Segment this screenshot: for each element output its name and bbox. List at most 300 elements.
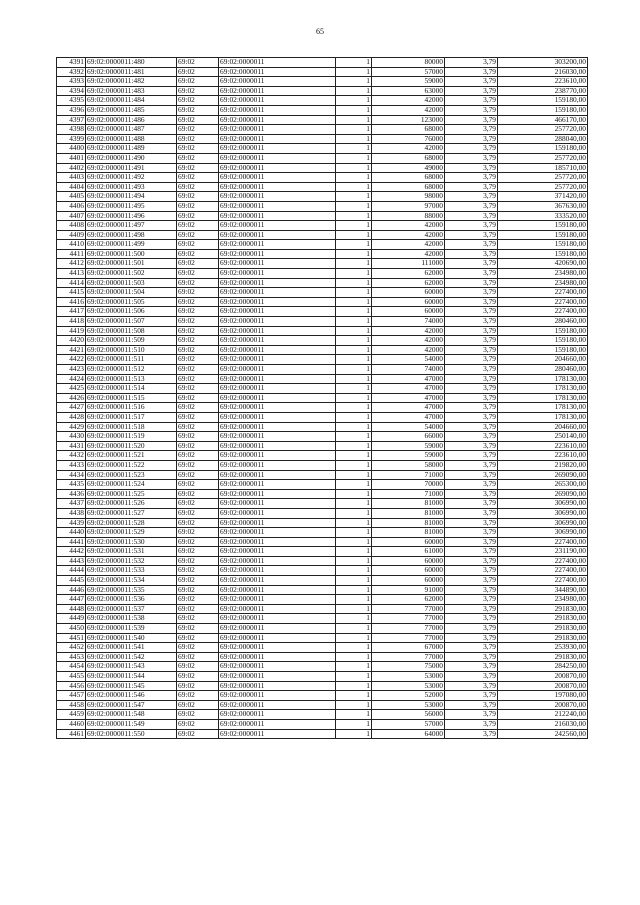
value-cell: 306990,00 xyxy=(498,499,588,509)
district-code: 69:02 xyxy=(177,700,219,710)
cadastral-number: 69:02:0000011:505 xyxy=(86,297,177,307)
district-code: 69:02 xyxy=(177,384,219,394)
row-number: 4451 xyxy=(57,633,86,643)
cadastral-number: 69:02:0000011:528 xyxy=(86,518,177,528)
value-cell: 178130,00 xyxy=(498,403,588,413)
district-code: 69:02 xyxy=(177,134,219,144)
value-cell: 178130,00 xyxy=(498,393,588,403)
table-row xyxy=(57,288,588,298)
value-cell: 227400,00 xyxy=(498,576,588,586)
table-row xyxy=(57,173,588,183)
district-code: 69:02 xyxy=(177,460,219,470)
value-cell: 284250,00 xyxy=(498,662,588,672)
cadastral-value-table xyxy=(56,57,588,739)
rate-cell: 3,79 xyxy=(445,278,498,288)
cadastral-number: 69:02:0000011:490 xyxy=(86,153,177,163)
table-row xyxy=(57,336,588,346)
cadastral-quarter: 69:02:0000011 xyxy=(219,643,336,653)
count-cell: 1 xyxy=(336,182,372,192)
district-code: 69:02 xyxy=(177,480,219,490)
district-code: 69:02 xyxy=(177,259,219,269)
district-code: 69:02 xyxy=(177,518,219,528)
cadastral-quarter: 69:02:0000011 xyxy=(219,115,336,125)
value-cell: 280460,00 xyxy=(498,317,588,327)
value-cell: 159180,00 xyxy=(498,96,588,106)
table-row xyxy=(57,105,588,115)
cadastral-number: 69:02:0000011:488 xyxy=(86,134,177,144)
row-number: 4450 xyxy=(57,624,86,634)
value-cell: 238770,00 xyxy=(498,86,588,96)
value-cell: 159180,00 xyxy=(498,326,588,336)
table-row xyxy=(57,604,588,614)
cadastral-number: 69:02:0000011:496 xyxy=(86,211,177,221)
cadastral-number: 69:02:0000011:485 xyxy=(86,105,177,115)
row-number: 4392 xyxy=(57,67,86,77)
cadastral-number: 69:02:0000011:536 xyxy=(86,595,177,605)
row-number: 4405 xyxy=(57,192,86,202)
count-cell: 1 xyxy=(336,624,372,634)
area-cell: 53000 xyxy=(372,700,445,710)
rate-cell: 3,79 xyxy=(445,259,498,269)
area-cell: 54000 xyxy=(372,422,445,432)
rate-cell: 3,79 xyxy=(445,470,498,480)
table-row xyxy=(57,566,588,576)
cadastral-number: 69:02:0000011:520 xyxy=(86,441,177,451)
cadastral-quarter: 69:02:0000011 xyxy=(219,681,336,691)
value-cell: 200870,00 xyxy=(498,700,588,710)
rate-cell: 3,79 xyxy=(445,374,498,384)
cadastral-number: 69:02:0000011:495 xyxy=(86,201,177,211)
row-number: 4424 xyxy=(57,374,86,384)
area-cell: 42000 xyxy=(372,230,445,240)
table-row xyxy=(57,365,588,375)
count-cell: 1 xyxy=(336,115,372,125)
area-cell: 42000 xyxy=(372,221,445,231)
area-cell: 68000 xyxy=(372,153,445,163)
rate-cell: 3,79 xyxy=(445,662,498,672)
cadastral-quarter: 69:02:0000011 xyxy=(219,297,336,307)
district-code: 69:02 xyxy=(177,365,219,375)
district-code: 69:02 xyxy=(177,317,219,327)
rate-cell: 3,79 xyxy=(445,336,498,346)
rate-cell: 3,79 xyxy=(445,643,498,653)
cadastral-number: 69:02:0000011:530 xyxy=(86,537,177,547)
row-number: 4442 xyxy=(57,547,86,557)
district-code: 69:02 xyxy=(177,614,219,624)
rate-cell: 3,79 xyxy=(445,672,498,682)
row-number: 4456 xyxy=(57,681,86,691)
area-cell: 74000 xyxy=(372,317,445,327)
cadastral-number: 69:02:0000011:544 xyxy=(86,672,177,682)
count-cell: 1 xyxy=(336,614,372,624)
table-row xyxy=(57,633,588,643)
district-code: 69:02 xyxy=(177,192,219,202)
rate-cell: 3,79 xyxy=(445,173,498,183)
count-cell: 1 xyxy=(336,249,372,259)
cadastral-quarter: 69:02:0000011 xyxy=(219,144,336,154)
area-cell: 61000 xyxy=(372,547,445,557)
district-code: 69:02 xyxy=(177,393,219,403)
cadastral-number: 69:02:0000011:534 xyxy=(86,576,177,586)
table-row xyxy=(57,470,588,480)
rate-cell: 3,79 xyxy=(445,355,498,365)
value-cell: 253930,00 xyxy=(498,643,588,653)
cadastral-quarter: 69:02:0000011 xyxy=(219,729,336,739)
value-cell: 159180,00 xyxy=(498,144,588,154)
table-row xyxy=(57,317,588,327)
count-cell: 1 xyxy=(336,710,372,720)
count-cell: 1 xyxy=(336,384,372,394)
area-cell: 60000 xyxy=(372,537,445,547)
rate-cell: 3,79 xyxy=(445,221,498,231)
rate-cell: 3,79 xyxy=(445,633,498,643)
table-row xyxy=(57,278,588,288)
row-number: 4418 xyxy=(57,317,86,327)
count-cell: 1 xyxy=(336,451,372,461)
area-cell: 42000 xyxy=(372,249,445,259)
value-cell: 306990,00 xyxy=(498,518,588,528)
value-cell: 333520,00 xyxy=(498,211,588,221)
rate-cell: 3,79 xyxy=(445,508,498,518)
count-cell: 1 xyxy=(336,604,372,614)
cadastral-quarter: 69:02:0000011 xyxy=(219,201,336,211)
rate-cell: 3,79 xyxy=(445,422,498,432)
count-cell: 1 xyxy=(336,489,372,499)
count-cell: 1 xyxy=(336,537,372,547)
row-number: 4443 xyxy=(57,556,86,566)
table-row xyxy=(57,125,588,135)
value-cell: 159180,00 xyxy=(498,249,588,259)
rate-cell: 3,79 xyxy=(445,700,498,710)
cadastral-number: 69:02:0000011:521 xyxy=(86,451,177,461)
area-cell: 80000 xyxy=(372,58,445,68)
table-row xyxy=(57,326,588,336)
cadastral-quarter: 69:02:0000011 xyxy=(219,182,336,192)
cadastral-number: 69:02:0000011:511 xyxy=(86,355,177,365)
value-cell: 257720,00 xyxy=(498,182,588,192)
area-cell: 88000 xyxy=(372,211,445,221)
count-cell: 1 xyxy=(336,365,372,375)
rate-cell: 3,79 xyxy=(445,163,498,173)
table-row xyxy=(57,297,588,307)
cadastral-quarter: 69:02:0000011 xyxy=(219,221,336,231)
district-code: 69:02 xyxy=(177,566,219,576)
row-number: 4401 xyxy=(57,153,86,163)
rate-cell: 3,79 xyxy=(445,134,498,144)
rate-cell: 3,79 xyxy=(445,288,498,298)
value-cell: 291830,00 xyxy=(498,604,588,614)
value-cell: 466170,00 xyxy=(498,115,588,125)
area-cell: 57000 xyxy=(372,719,445,729)
cadastral-quarter: 69:02:0000011 xyxy=(219,691,336,701)
cadastral-quarter: 69:02:0000011 xyxy=(219,96,336,106)
value-cell: 227400,00 xyxy=(498,288,588,298)
cadastral-quarter: 69:02:0000011 xyxy=(219,460,336,470)
district-code: 69:02 xyxy=(177,710,219,720)
count-cell: 1 xyxy=(336,326,372,336)
cadastral-number: 69:02:0000011:514 xyxy=(86,384,177,394)
value-cell: 159180,00 xyxy=(498,240,588,250)
rate-cell: 3,79 xyxy=(445,192,498,202)
area-cell: 58000 xyxy=(372,460,445,470)
district-code: 69:02 xyxy=(177,249,219,259)
row-number: 4441 xyxy=(57,537,86,547)
count-cell: 1 xyxy=(336,518,372,528)
district-code: 69:02 xyxy=(177,182,219,192)
value-cell: 250140,00 xyxy=(498,432,588,442)
district-code: 69:02 xyxy=(177,288,219,298)
cadastral-number: 69:02:0000011:535 xyxy=(86,585,177,595)
cadastral-quarter: 69:02:0000011 xyxy=(219,278,336,288)
count-cell: 1 xyxy=(336,240,372,250)
district-code: 69:02 xyxy=(177,211,219,221)
rate-cell: 3,79 xyxy=(445,691,498,701)
cadastral-quarter: 69:02:0000011 xyxy=(219,240,336,250)
rate-cell: 3,79 xyxy=(445,297,498,307)
cadastral-number: 69:02:0000011:506 xyxy=(86,307,177,317)
district-code: 69:02 xyxy=(177,633,219,643)
area-cell: 62000 xyxy=(372,595,445,605)
cadastral-quarter: 69:02:0000011 xyxy=(219,336,336,346)
area-cell: 57000 xyxy=(372,67,445,77)
cadastral-quarter: 69:02:0000011 xyxy=(219,67,336,77)
rate-cell: 3,79 xyxy=(445,412,498,422)
cadastral-quarter: 69:02:0000011 xyxy=(219,326,336,336)
area-cell: 98000 xyxy=(372,192,445,202)
cadastral-number: 69:02:0000011:543 xyxy=(86,662,177,672)
row-number: 4459 xyxy=(57,710,86,720)
row-number: 4414 xyxy=(57,278,86,288)
value-cell: 200870,00 xyxy=(498,681,588,691)
count-cell: 1 xyxy=(336,508,372,518)
cadastral-number: 69:02:0000011:532 xyxy=(86,556,177,566)
count-cell: 1 xyxy=(336,105,372,115)
count-cell: 1 xyxy=(336,269,372,279)
area-cell: 49000 xyxy=(372,163,445,173)
cadastral-quarter: 69:02:0000011 xyxy=(219,451,336,461)
cadastral-quarter: 69:02:0000011 xyxy=(219,537,336,547)
district-code: 69:02 xyxy=(177,624,219,634)
row-number: 4438 xyxy=(57,508,86,518)
rate-cell: 3,79 xyxy=(445,710,498,720)
cadastral-number: 69:02:0000011:541 xyxy=(86,643,177,653)
count-cell: 1 xyxy=(336,96,372,106)
cadastral-number: 69:02:0000011:481 xyxy=(86,67,177,77)
table-row xyxy=(57,518,588,528)
cadastral-number: 69:02:0000011:518 xyxy=(86,422,177,432)
row-number: 4439 xyxy=(57,518,86,528)
district-code: 69:02 xyxy=(177,355,219,365)
cadastral-number: 69:02:0000011:509 xyxy=(86,336,177,346)
count-cell: 1 xyxy=(336,355,372,365)
row-number: 4449 xyxy=(57,614,86,624)
rate-cell: 3,79 xyxy=(445,115,498,125)
count-cell: 1 xyxy=(336,345,372,355)
count-cell: 1 xyxy=(336,633,372,643)
value-cell: 288040,00 xyxy=(498,134,588,144)
value-cell: 303200,00 xyxy=(498,58,588,68)
rate-cell: 3,79 xyxy=(445,480,498,490)
cadastral-number: 69:02:0000011:507 xyxy=(86,317,177,327)
table-row xyxy=(57,259,588,269)
value-cell: 204660,00 xyxy=(498,355,588,365)
cadastral-quarter: 69:02:0000011 xyxy=(219,441,336,451)
cadastral-number: 69:02:0000011:549 xyxy=(86,719,177,729)
count-cell: 1 xyxy=(336,221,372,231)
table-row xyxy=(57,595,588,605)
table-row xyxy=(57,249,588,259)
district-code: 69:02 xyxy=(177,67,219,77)
table-row xyxy=(57,719,588,729)
district-code: 69:02 xyxy=(177,556,219,566)
count-cell: 1 xyxy=(336,528,372,538)
count-cell: 1 xyxy=(336,700,372,710)
district-code: 69:02 xyxy=(177,96,219,106)
district-code: 69:02 xyxy=(177,77,219,87)
count-cell: 1 xyxy=(336,403,372,413)
area-cell: 52000 xyxy=(372,691,445,701)
count-cell: 1 xyxy=(336,192,372,202)
cadastral-quarter: 69:02:0000011 xyxy=(219,317,336,327)
cadastral-number: 69:02:0000011:480 xyxy=(86,58,177,68)
cadastral-number: 69:02:0000011:545 xyxy=(86,681,177,691)
cadastral-number: 69:02:0000011:504 xyxy=(86,288,177,298)
row-number: 4408 xyxy=(57,221,86,231)
cadastral-quarter: 69:02:0000011 xyxy=(219,77,336,87)
row-number: 4413 xyxy=(57,269,86,279)
rate-cell: 3,79 xyxy=(445,719,498,729)
row-number: 4395 xyxy=(57,96,86,106)
district-code: 69:02 xyxy=(177,240,219,250)
district-code: 69:02 xyxy=(177,221,219,231)
value-cell: 159180,00 xyxy=(498,105,588,115)
cadastral-number: 69:02:0000011:539 xyxy=(86,624,177,634)
cadastral-number: 69:02:0000011:491 xyxy=(86,163,177,173)
table-row xyxy=(57,144,588,154)
value-cell: 159180,00 xyxy=(498,336,588,346)
table-row xyxy=(57,393,588,403)
count-cell: 1 xyxy=(336,67,372,77)
rate-cell: 3,79 xyxy=(445,576,498,586)
value-cell: 265300,00 xyxy=(498,480,588,490)
cadastral-number: 69:02:0000011:525 xyxy=(86,489,177,499)
count-cell: 1 xyxy=(336,432,372,442)
area-cell: 66000 xyxy=(372,432,445,442)
value-cell: 257720,00 xyxy=(498,173,588,183)
count-cell: 1 xyxy=(336,422,372,432)
area-cell: 60000 xyxy=(372,576,445,586)
district-code: 69:02 xyxy=(177,336,219,346)
rate-cell: 3,79 xyxy=(445,326,498,336)
area-cell: 68000 xyxy=(372,182,445,192)
area-cell: 42000 xyxy=(372,336,445,346)
cadastral-number: 69:02:0000011:508 xyxy=(86,326,177,336)
table-row xyxy=(57,86,588,96)
rate-cell: 3,79 xyxy=(445,729,498,739)
value-cell: 197080,00 xyxy=(498,691,588,701)
table-row xyxy=(57,163,588,173)
district-code: 69:02 xyxy=(177,58,219,68)
table-row xyxy=(57,384,588,394)
cadastral-quarter: 69:02:0000011 xyxy=(219,480,336,490)
rate-cell: 3,79 xyxy=(445,537,498,547)
count-cell: 1 xyxy=(336,58,372,68)
district-code: 69:02 xyxy=(177,105,219,115)
cadastral-number: 69:02:0000011:523 xyxy=(86,470,177,480)
rate-cell: 3,79 xyxy=(445,652,498,662)
row-number: 4403 xyxy=(57,173,86,183)
table-row xyxy=(57,537,588,547)
cadastral-quarter: 69:02:0000011 xyxy=(219,652,336,662)
value-cell: 204660,00 xyxy=(498,422,588,432)
rate-cell: 3,79 xyxy=(445,96,498,106)
count-cell: 1 xyxy=(336,652,372,662)
cadastral-quarter: 69:02:0000011 xyxy=(219,374,336,384)
district-code: 69:02 xyxy=(177,528,219,538)
area-cell: 67000 xyxy=(372,643,445,653)
rate-cell: 3,79 xyxy=(445,144,498,154)
cadastral-quarter: 69:02:0000011 xyxy=(219,153,336,163)
district-code: 69:02 xyxy=(177,652,219,662)
value-cell: 231190,00 xyxy=(498,547,588,557)
cadastral-number: 69:02:0000011:498 xyxy=(86,230,177,240)
table-row xyxy=(57,374,588,384)
district-code: 69:02 xyxy=(177,499,219,509)
value-cell: 269090,00 xyxy=(498,470,588,480)
count-cell: 1 xyxy=(336,470,372,480)
table-row xyxy=(57,729,588,739)
rate-cell: 3,79 xyxy=(445,518,498,528)
table-row xyxy=(57,432,588,442)
row-number: 4393 xyxy=(57,77,86,87)
area-cell: 77000 xyxy=(372,604,445,614)
row-number: 4455 xyxy=(57,672,86,682)
area-cell: 71000 xyxy=(372,470,445,480)
value-cell: 185710,00 xyxy=(498,163,588,173)
cadastral-quarter: 69:02:0000011 xyxy=(219,249,336,259)
district-code: 69:02 xyxy=(177,508,219,518)
cadastral-number: 69:02:0000011:537 xyxy=(86,604,177,614)
row-number: 4391 xyxy=(57,58,86,68)
count-cell: 1 xyxy=(336,125,372,135)
value-cell: 234980,00 xyxy=(498,595,588,605)
row-number: 4399 xyxy=(57,134,86,144)
table-row xyxy=(57,528,588,538)
cadastral-quarter: 69:02:0000011 xyxy=(219,403,336,413)
table-row xyxy=(57,460,588,470)
cadastral-quarter: 69:02:0000011 xyxy=(219,393,336,403)
cadastral-quarter: 69:02:0000011 xyxy=(219,710,336,720)
district-code: 69:02 xyxy=(177,432,219,442)
cadastral-number: 69:02:0000011:522 xyxy=(86,460,177,470)
row-number: 4398 xyxy=(57,125,86,135)
row-number: 4448 xyxy=(57,604,86,614)
count-cell: 1 xyxy=(336,556,372,566)
rate-cell: 3,79 xyxy=(445,460,498,470)
row-number: 4407 xyxy=(57,211,86,221)
cadastral-quarter: 69:02:0000011 xyxy=(219,86,336,96)
value-cell: 159180,00 xyxy=(498,230,588,240)
cadastral-quarter: 69:02:0000011 xyxy=(219,614,336,624)
row-number: 4460 xyxy=(57,719,86,729)
cadastral-quarter: 69:02:0000011 xyxy=(219,499,336,509)
count-cell: 1 xyxy=(336,259,372,269)
table-row xyxy=(57,556,588,566)
district-code: 69:02 xyxy=(177,412,219,422)
count-cell: 1 xyxy=(336,211,372,221)
row-number: 4461 xyxy=(57,729,86,739)
rate-cell: 3,79 xyxy=(445,614,498,624)
